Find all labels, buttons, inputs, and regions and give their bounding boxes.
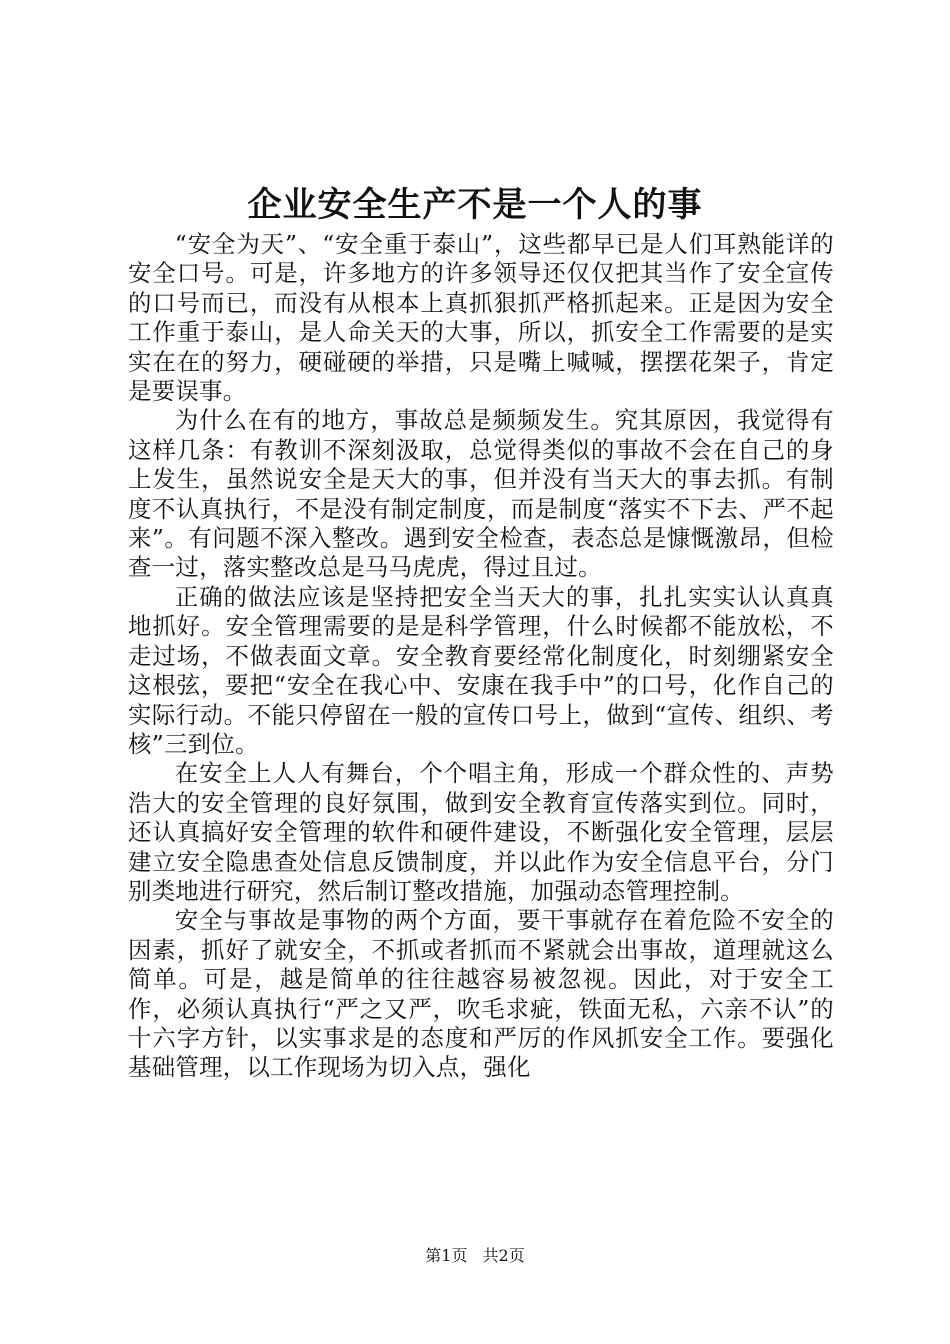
page-total: 共2页 [482, 1246, 525, 1265]
paragraph: 在安全上人人有舞台，个个唱主角，形成一个群众性的、声势浩大的安全管理的良好氛围，做到安全教育宣传落实到位。同时，还认真搞好安全管理的软件和硬件建设，不断强化安全管理，层层建立安全隐患查处信息反馈制度，并以此作为安全信息平台，分门别类地进行研究，然后制订整改措施，加强动态管理控制。 [128, 759, 834, 905]
page-number: 第1页 [425, 1246, 468, 1265]
paragraph: 正确的做法应该是坚持把安全当天大的事，扎扎实实认认真真地抓好。安全管理需要的是是科学管理，什么时候都不能放松，不走过场，不做表面文章。安全教育要经常化制度化，时刻绷紧安全这根弦，要把“安全在我心中、安康在我手中”的口号，化作自己的实际行动。不能只停留在一般的宣传口号上，做到“宣传、组织、考核”三到位。 [128, 582, 834, 758]
paragraph: 为什么在有的地方，事故总是频频发生。究其原因，我觉得有这样几条：有教训不深刻汲取，总觉得类似的事故不会在自己的身上发生，虽然说安全是天大的事，但并没有当天大的事去抓。有制度不认真执行，不是没有制定制度，而是制度“落实不下去、严不起来”。有问题不深入整改。遇到安全检查，表态总是慷慨激昂，但检查一过，落实整改总是马马虎虎，得过且过。 [128, 406, 834, 582]
document-body [128, 230, 834, 1083]
paragraph: 安全与事故是事物的两个方面，要干事就存在着危险不安全的因素，抓好了就安全，不抓或者抓而不紧就会出事故，道理就这么简单。可是，越是简单的往往越容易被忽视。因此，对于安全工作，必须认真执行“严之又严，吹毛求疵，铁面无私，六亲不认”的十六字方针，以实事求是的态度和严厉的作风抓安全工作。要强化基础管理，以工作现场为切入点，强化 [128, 906, 834, 1082]
document-title: 企业安全生产不是一个人的事 [247, 185, 703, 225]
page-footer [0, 1246, 950, 1266]
paragraph: “安全为天”、“安全重于泰山”，这些都早已是人们耳熟能详的安全口号。可是，许多地方的许多领导还仅仅把其当作了安全宣传的口号而已，而没有从根本上真抓狠抓严格抓起来。正是因为安全工作重于泰山，是人命关天的大事，所以，抓安全工作需要的是实实在在的努力，硬碰硬的举措，只是嘴上喊喊，摆摆花架子，肯定是要误事。 [128, 230, 834, 406]
